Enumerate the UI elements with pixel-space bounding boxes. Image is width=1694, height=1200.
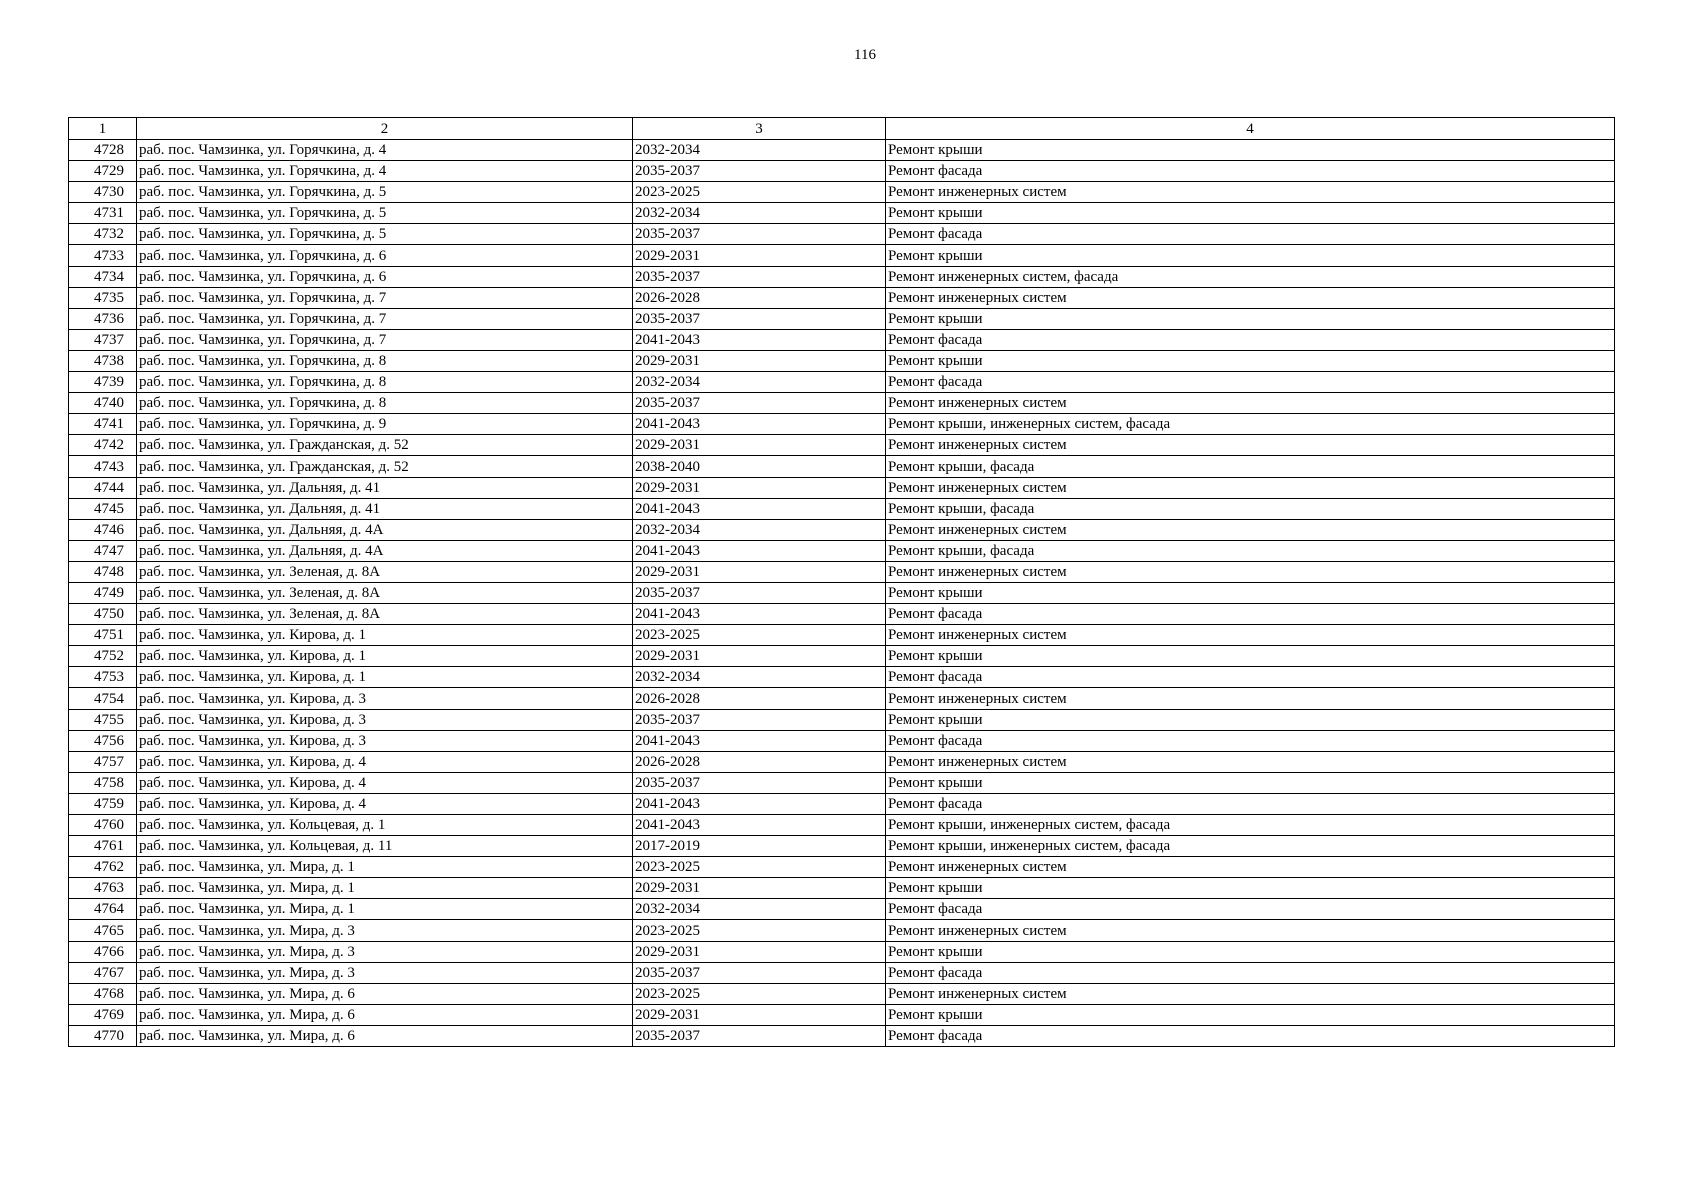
period-cell: 2029-2031 [633, 561, 886, 582]
table-row [69, 772, 1615, 793]
work-type-cell: Ремонт крыши [886, 350, 1615, 371]
address-cell: раб. пос. Чамзинка, ул. Горячкина, д. 5 [137, 224, 633, 245]
row-number-cell: 4758 [69, 772, 137, 793]
period-cell: 2041-2043 [633, 498, 886, 519]
address-cell: раб. пос. Чамзинка, ул. Мира, д. 6 [137, 1004, 633, 1025]
period-cell: 2032-2034 [633, 667, 886, 688]
row-number-cell: 4751 [69, 625, 137, 646]
row-number-cell: 4747 [69, 540, 137, 561]
column-header-address: 2 [137, 118, 633, 140]
row-number-cell: 4749 [69, 582, 137, 603]
row-number-cell: 4757 [69, 751, 137, 772]
row-number-cell: 4759 [69, 793, 137, 814]
work-type-cell: Ремонт крыши, инженерных систем, фасада [886, 815, 1615, 836]
table-row [69, 836, 1615, 857]
work-type-cell: Ремонт крыши [886, 878, 1615, 899]
work-type-cell: Ремонт инженерных систем [886, 435, 1615, 456]
address-cell: раб. пос. Чамзинка, ул. Кирова, д. 4 [137, 772, 633, 793]
work-type-cell: Ремонт инженерных систем [886, 857, 1615, 878]
period-cell: 2035-2037 [633, 772, 886, 793]
table-row [69, 962, 1615, 983]
column-header-period: 3 [633, 118, 886, 140]
work-type-cell: Ремонт инженерных систем [886, 751, 1615, 772]
period-cell: 2035-2037 [633, 308, 886, 329]
address-cell: раб. пос. Чамзинка, ул. Кирова, д. 1 [137, 667, 633, 688]
row-number-cell: 4731 [69, 203, 137, 224]
work-type-cell: Ремонт крыши, фасада [886, 498, 1615, 519]
table-row [69, 161, 1615, 182]
work-type-cell: Ремонт крыши [886, 941, 1615, 962]
work-type-cell: Ремонт крыши, инженерных систем, фасада [886, 836, 1615, 857]
period-cell: 2041-2043 [633, 793, 886, 814]
row-number-cell: 4766 [69, 941, 137, 962]
period-cell: 2026-2028 [633, 287, 886, 308]
period-cell: 2032-2034 [633, 140, 886, 161]
period-cell: 2038-2040 [633, 456, 886, 477]
address-cell: раб. пос. Чамзинка, ул. Мира, д. 3 [137, 941, 633, 962]
table-row [69, 857, 1615, 878]
address-cell: раб. пос. Чамзинка, ул. Горячкина, д. 6 [137, 266, 633, 287]
row-number-cell: 4763 [69, 878, 137, 899]
row-number-cell: 4738 [69, 350, 137, 371]
table-row [69, 393, 1615, 414]
row-number-cell: 4764 [69, 899, 137, 920]
table-row [69, 1025, 1615, 1046]
row-number-cell: 4765 [69, 920, 137, 941]
period-cell: 2029-2031 [633, 1004, 886, 1025]
address-cell: раб. пос. Чамзинка, ул. Горячкина, д. 5 [137, 182, 633, 203]
address-cell: раб. пос. Чамзинка, ул. Кирова, д. 3 [137, 688, 633, 709]
address-cell: раб. пос. Чамзинка, ул. Зеленая, д. 8А [137, 582, 633, 603]
address-cell: раб. пос. Чамзинка, ул. Горячкина, д. 9 [137, 414, 633, 435]
row-number-cell: 4742 [69, 435, 137, 456]
row-number-cell: 4767 [69, 962, 137, 983]
work-type-cell: Ремонт фасада [886, 899, 1615, 920]
row-number-cell: 4769 [69, 1004, 137, 1025]
table-row [69, 435, 1615, 456]
table-row [69, 709, 1615, 730]
table-row [69, 140, 1615, 161]
column-header-work-type: 4 [886, 118, 1615, 140]
work-type-cell: Ремонт крыши [886, 203, 1615, 224]
row-number-cell: 4741 [69, 414, 137, 435]
row-number-cell: 4735 [69, 287, 137, 308]
table-row [69, 372, 1615, 393]
address-cell: раб. пос. Чамзинка, ул. Горячкина, д. 6 [137, 245, 633, 266]
table-row [69, 498, 1615, 519]
row-number-cell: 4748 [69, 561, 137, 582]
period-cell: 2035-2037 [633, 1025, 886, 1046]
work-type-cell: Ремонт инженерных систем [886, 625, 1615, 646]
table-row [69, 182, 1615, 203]
table-row [69, 1004, 1615, 1025]
address-cell: раб. пос. Чамзинка, ул. Горячкина, д. 7 [137, 329, 633, 350]
address-cell: раб. пос. Чамзинка, ул. Горячкина, д. 7 [137, 287, 633, 308]
period-cell: 2041-2043 [633, 540, 886, 561]
period-cell: 2035-2037 [633, 709, 886, 730]
work-type-cell: Ремонт фасада [886, 962, 1615, 983]
row-number-cell: 4733 [69, 245, 137, 266]
row-number-cell: 4750 [69, 604, 137, 625]
address-cell: раб. пос. Чамзинка, ул. Гражданская, д. 52 [137, 456, 633, 477]
work-type-cell: Ремонт фасада [886, 329, 1615, 350]
row-number-cell: 4745 [69, 498, 137, 519]
table-row [69, 793, 1615, 814]
work-type-cell: Ремонт фасада [886, 667, 1615, 688]
period-cell: 2035-2037 [633, 224, 886, 245]
address-cell: раб. пос. Чамзинка, ул. Кирова, д. 4 [137, 793, 633, 814]
period-cell: 2029-2031 [633, 350, 886, 371]
work-type-cell: Ремонт инженерных систем [886, 920, 1615, 941]
row-number-cell: 4768 [69, 983, 137, 1004]
work-type-cell: Ремонт крыши [886, 1004, 1615, 1025]
period-cell: 2035-2037 [633, 161, 886, 182]
row-number-cell: 4739 [69, 372, 137, 393]
period-cell: 2026-2028 [633, 688, 886, 709]
period-cell: 2029-2031 [633, 245, 886, 266]
work-type-cell: Ремонт инженерных систем [886, 983, 1615, 1004]
work-type-cell: Ремонт крыши [886, 140, 1615, 161]
address-cell: раб. пос. Чамзинка, ул. Горячкина, д. 8 [137, 350, 633, 371]
table-row [69, 477, 1615, 498]
period-cell: 2041-2043 [633, 730, 886, 751]
address-cell: раб. пос. Чамзинка, ул. Кирова, д. 4 [137, 751, 633, 772]
address-cell: раб. пос. Чамзинка, ул. Мира, д. 3 [137, 920, 633, 941]
work-type-cell: Ремонт инженерных систем [886, 477, 1615, 498]
table-row [69, 414, 1615, 435]
period-cell: 2035-2037 [633, 582, 886, 603]
period-cell: 2035-2037 [633, 962, 886, 983]
period-cell: 2041-2043 [633, 414, 886, 435]
table-row [69, 983, 1615, 1004]
table-row [69, 287, 1615, 308]
table-row [69, 519, 1615, 540]
row-number-cell: 4729 [69, 161, 137, 182]
work-type-cell: Ремонт крыши [886, 772, 1615, 793]
work-type-cell: Ремонт крыши, фасада [886, 456, 1615, 477]
address-cell: раб. пос. Чамзинка, ул. Гражданская, д. 52 [137, 435, 633, 456]
table-row [69, 245, 1615, 266]
table-row [69, 203, 1615, 224]
work-type-cell: Ремонт инженерных систем [886, 519, 1615, 540]
period-cell: 2032-2034 [633, 899, 886, 920]
table-row [69, 625, 1615, 646]
address-cell: раб. пос. Чамзинка, ул. Мира, д. 3 [137, 962, 633, 983]
row-number-cell: 4761 [69, 836, 137, 857]
address-cell: раб. пос. Чамзинка, ул. Мира, д. 1 [137, 857, 633, 878]
table-row [69, 920, 1615, 941]
work-type-cell: Ремонт инженерных систем [886, 688, 1615, 709]
work-type-cell: Ремонт крыши [886, 245, 1615, 266]
address-cell: раб. пос. Чамзинка, ул. Дальняя, д. 4А [137, 540, 633, 561]
table-row [69, 308, 1615, 329]
work-type-cell: Ремонт крыши [886, 646, 1615, 667]
period-cell: 2032-2034 [633, 203, 886, 224]
period-cell: 2041-2043 [633, 329, 886, 350]
table-row [69, 561, 1615, 582]
row-number-cell: 4734 [69, 266, 137, 287]
table-body [69, 140, 1615, 1047]
work-type-cell: Ремонт крыши, фасада [886, 540, 1615, 561]
repair-schedule-table [68, 117, 1615, 1047]
table-row [69, 646, 1615, 667]
period-cell: 2041-2043 [633, 604, 886, 625]
row-number-cell: 4760 [69, 815, 137, 836]
row-number-cell: 4762 [69, 857, 137, 878]
period-cell: 2029-2031 [633, 435, 886, 456]
row-number-cell: 4746 [69, 519, 137, 540]
work-type-cell: Ремонт фасада [886, 224, 1615, 245]
row-number-cell: 4730 [69, 182, 137, 203]
table-row [69, 604, 1615, 625]
address-cell: раб. пос. Чамзинка, ул. Горячкина, д. 7 [137, 308, 633, 329]
address-cell: раб. пос. Чамзинка, ул. Кирова, д. 3 [137, 709, 633, 730]
period-cell: 2035-2037 [633, 266, 886, 287]
work-type-cell: Ремонт фасада [886, 1025, 1615, 1046]
table-row [69, 224, 1615, 245]
period-cell: 2032-2034 [633, 519, 886, 540]
table-row [69, 878, 1615, 899]
row-number-cell: 4737 [69, 329, 137, 350]
address-cell: раб. пос. Чамзинка, ул. Мира, д. 1 [137, 878, 633, 899]
row-number-cell: 4756 [69, 730, 137, 751]
address-cell: раб. пос. Чамзинка, ул. Зеленая, д. 8А [137, 604, 633, 625]
address-cell: раб. пос. Чамзинка, ул. Кольцевая, д. 11 [137, 836, 633, 857]
address-cell: раб. пос. Чамзинка, ул. Горячкина, д. 4 [137, 140, 633, 161]
period-cell: 2029-2031 [633, 646, 886, 667]
table-row [69, 751, 1615, 772]
row-number-cell: 4728 [69, 140, 137, 161]
row-number-cell: 4736 [69, 308, 137, 329]
row-number-cell: 4753 [69, 667, 137, 688]
row-number-cell: 4754 [69, 688, 137, 709]
table-row [69, 582, 1615, 603]
period-cell: 2026-2028 [633, 751, 886, 772]
work-type-cell: Ремонт инженерных систем, фасада [886, 266, 1615, 287]
row-number-cell: 4732 [69, 224, 137, 245]
address-cell: раб. пос. Чамзинка, ул. Кирова, д. 1 [137, 625, 633, 646]
row-number-cell: 4744 [69, 477, 137, 498]
table-row [69, 667, 1615, 688]
address-cell: раб. пос. Чамзинка, ул. Горячкина, д. 5 [137, 203, 633, 224]
period-cell: 2035-2037 [633, 393, 886, 414]
row-number-cell: 4770 [69, 1025, 137, 1046]
work-type-cell: Ремонт фасада [886, 372, 1615, 393]
work-type-cell: Ремонт крыши, инженерных систем, фасада [886, 414, 1615, 435]
period-cell: 2023-2025 [633, 920, 886, 941]
address-cell: раб. пос. Чамзинка, ул. Мира, д. 1 [137, 899, 633, 920]
table-row [69, 688, 1615, 709]
table-row [69, 266, 1615, 287]
address-cell: раб. пос. Чамзинка, ул. Кольцевая, д. 1 [137, 815, 633, 836]
address-cell: раб. пос. Чамзинка, ул. Кирова, д. 1 [137, 646, 633, 667]
address-cell: раб. пос. Чамзинка, ул. Дальняя, д. 4А [137, 519, 633, 540]
period-cell: 2023-2025 [633, 857, 886, 878]
address-cell: раб. пос. Чамзинка, ул. Горячкина, д. 8 [137, 372, 633, 393]
address-cell: раб. пос. Чамзинка, ул. Кирова, д. 3 [137, 730, 633, 751]
address-cell: раб. пос. Чамзинка, ул. Дальняя, д. 41 [137, 477, 633, 498]
row-number-cell: 4743 [69, 456, 137, 477]
table-row [69, 456, 1615, 477]
work-type-cell: Ремонт фасада [886, 161, 1615, 182]
table-row [69, 730, 1615, 751]
row-number-cell: 4740 [69, 393, 137, 414]
period-cell: 2023-2025 [633, 983, 886, 1004]
column-header-number: 1 [69, 118, 137, 140]
page-number: 116 [854, 47, 876, 63]
address-cell: раб. пос. Чамзинка, ул. Зеленая, д. 8А [137, 561, 633, 582]
period-cell: 2029-2031 [633, 878, 886, 899]
work-type-cell: Ремонт инженерных систем [886, 287, 1615, 308]
work-type-cell: Ремонт крыши [886, 582, 1615, 603]
work-type-cell: Ремонт инженерных систем [886, 561, 1615, 582]
table-row [69, 350, 1615, 371]
table-row [69, 329, 1615, 350]
period-cell: 2023-2025 [633, 625, 886, 646]
row-number-cell: 4752 [69, 646, 137, 667]
table-row [69, 941, 1615, 962]
table-header [69, 118, 1615, 140]
address-cell: раб. пос. Чамзинка, ул. Горячкина, д. 8 [137, 393, 633, 414]
work-type-cell: Ремонт фасада [886, 730, 1615, 751]
header-row [69, 118, 1615, 140]
address-cell: раб. пос. Чамзинка, ул. Горячкина, д. 4 [137, 161, 633, 182]
work-type-cell: Ремонт крыши [886, 709, 1615, 730]
work-type-cell: Ремонт инженерных систем [886, 182, 1615, 203]
period-cell: 2023-2025 [633, 182, 886, 203]
address-cell: раб. пос. Чамзинка, ул. Мира, д. 6 [137, 983, 633, 1004]
period-cell: 2029-2031 [633, 477, 886, 498]
work-type-cell: Ремонт инженерных систем [886, 393, 1615, 414]
work-type-cell: Ремонт крыши [886, 308, 1615, 329]
table-row [69, 540, 1615, 561]
table-row [69, 899, 1615, 920]
period-cell: 2029-2031 [633, 941, 886, 962]
period-cell: 2032-2034 [633, 372, 886, 393]
address-cell: раб. пос. Чамзинка, ул. Дальняя, д. 41 [137, 498, 633, 519]
address-cell: раб. пос. Чамзинка, ул. Мира, д. 6 [137, 1025, 633, 1046]
work-type-cell: Ремонт фасада [886, 793, 1615, 814]
period-cell: 2041-2043 [633, 815, 886, 836]
row-number-cell: 4755 [69, 709, 137, 730]
period-cell: 2017-2019 [633, 836, 886, 857]
table-row [69, 815, 1615, 836]
work-type-cell: Ремонт фасада [886, 604, 1615, 625]
